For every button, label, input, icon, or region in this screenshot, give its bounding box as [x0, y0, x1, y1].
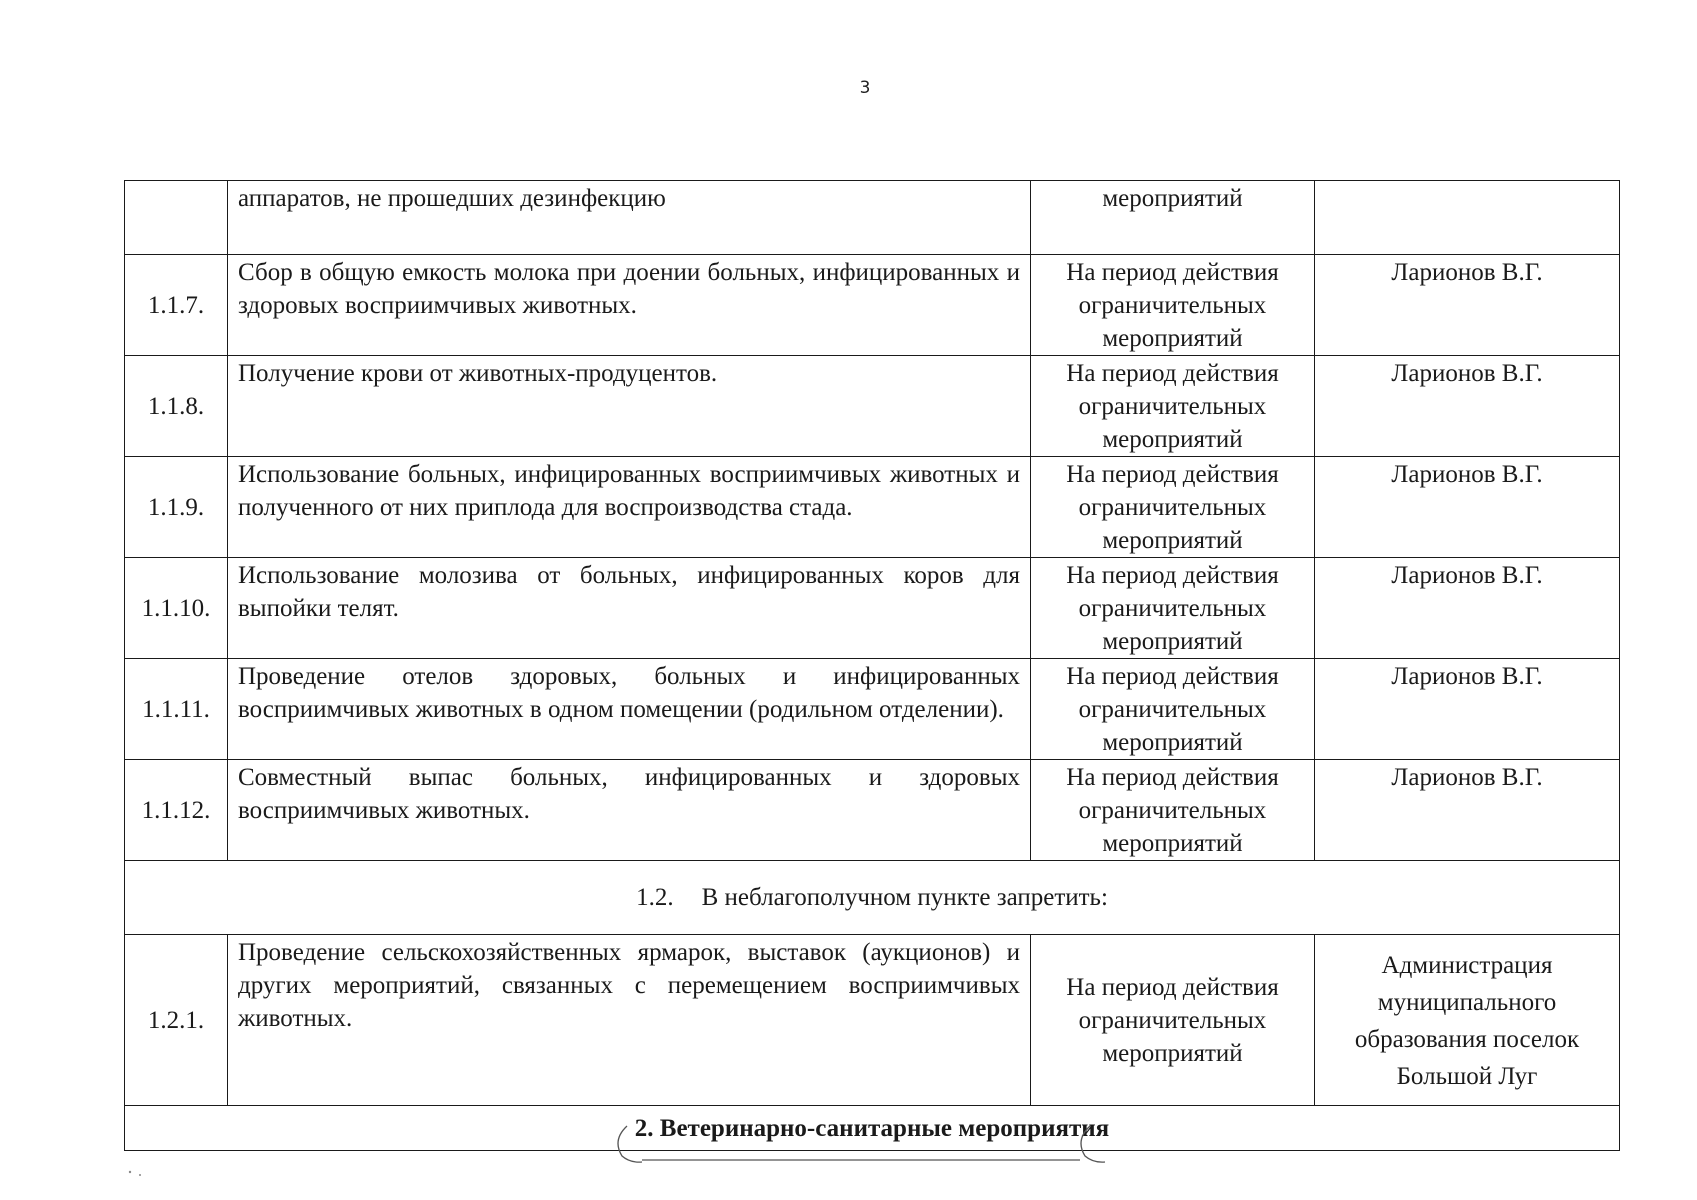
section-heading: 2. Ветеринарно-санитарные мероприятия [125, 1106, 1620, 1151]
measures-table [124, 180, 1620, 1151]
table-row [125, 935, 1620, 1106]
scan-dot [129, 1171, 131, 1173]
row-number-cell: 1.1.10. [125, 558, 228, 659]
measure-text-cell: аппаратов, не прошедших дезинфекцию [228, 181, 1031, 255]
responsible-cell: Ларионов В.Г. [1315, 255, 1620, 356]
subsection-heading [125, 861, 1620, 935]
subsection-number: 1.2. [636, 884, 674, 911]
measure-text-cell: Использование больных, инфицированных восприимчивых животных и полученного от них приплода для воспроизводства стада. [228, 457, 1031, 558]
row-number-cell: 1.1.9. [125, 457, 228, 558]
section-row [125, 1106, 1620, 1151]
table-row [125, 255, 1620, 356]
term-cell: На период действия ограничительных мероприятий [1031, 935, 1315, 1106]
table-row [125, 356, 1620, 457]
table-row [125, 760, 1620, 861]
term-cell: На период действия ограничительных мероприятий [1031, 659, 1315, 760]
row-number-cell: 1.1.12. [125, 760, 228, 861]
term-cell: На период действия ограничительных мероприятий [1031, 457, 1315, 558]
term-cell: На период действия ограничительных мероприятий [1031, 255, 1315, 356]
measure-text-cell: Совместный выпас больных, инфицированных и здоровых восприимчивых животных. [228, 760, 1031, 861]
table-row [125, 558, 1620, 659]
term-cell: На период действия ограничительных мероприятий [1031, 356, 1315, 457]
measure-text-cell: Использование молозива от больных, инфицированных коров для выпойки телят. [228, 558, 1031, 659]
responsible-cell: Ларионов В.Г. [1315, 457, 1620, 558]
responsible-cell: Администрация муниципального образования поселок Большой Луг [1315, 935, 1620, 1106]
subsection-title: В неблагополучном пункте запретить: [701, 884, 1108, 911]
measure-text-cell: Проведение сельскохозяйственных ярмарок, выставок (аукционов) и других мероприятий, связанных с перемещением восприимчивых животных. [228, 935, 1031, 1106]
row-number-cell: 1.1.7. [125, 255, 228, 356]
responsible-cell: Ларионов В.Г. [1315, 356, 1620, 457]
term-cell: На период действия ограничительных мероприятий [1031, 558, 1315, 659]
table-row [125, 659, 1620, 760]
subsection-row [125, 861, 1620, 935]
responsible-cell: Ларионов В.Г. [1315, 659, 1620, 760]
responsible-cell [1315, 181, 1620, 255]
row-number-cell: 1.2.1. [125, 935, 228, 1106]
measure-text-cell: Сбор в общую емкость молока при доении больных, инфицированных и здоровых восприимчивых животных. [228, 255, 1031, 356]
measure-text-cell: Проведение отелов здоровых, больных и инфицированных восприимчивых животных в одном помещении (родильном отделении). [228, 659, 1031, 760]
measure-text-cell: Получение крови от животных-продуцентов. [228, 356, 1031, 457]
row-number-cell: 1.1.8. [125, 356, 228, 457]
row-number-cell [125, 181, 228, 255]
responsible-cell: Ларионов В.Г. [1315, 558, 1620, 659]
table-row [125, 457, 1620, 558]
responsible-cell: Ларионов В.Г. [1315, 760, 1620, 861]
table-row-continuation [125, 181, 1620, 255]
scan-dot [139, 1174, 141, 1176]
row-number-cell: 1.1.11. [125, 659, 228, 760]
term-cell: На период действия ограничительных мероприятий [1031, 760, 1315, 861]
page-number: 3 [859, 78, 871, 98]
term-cell: мероприятий [1031, 181, 1315, 255]
